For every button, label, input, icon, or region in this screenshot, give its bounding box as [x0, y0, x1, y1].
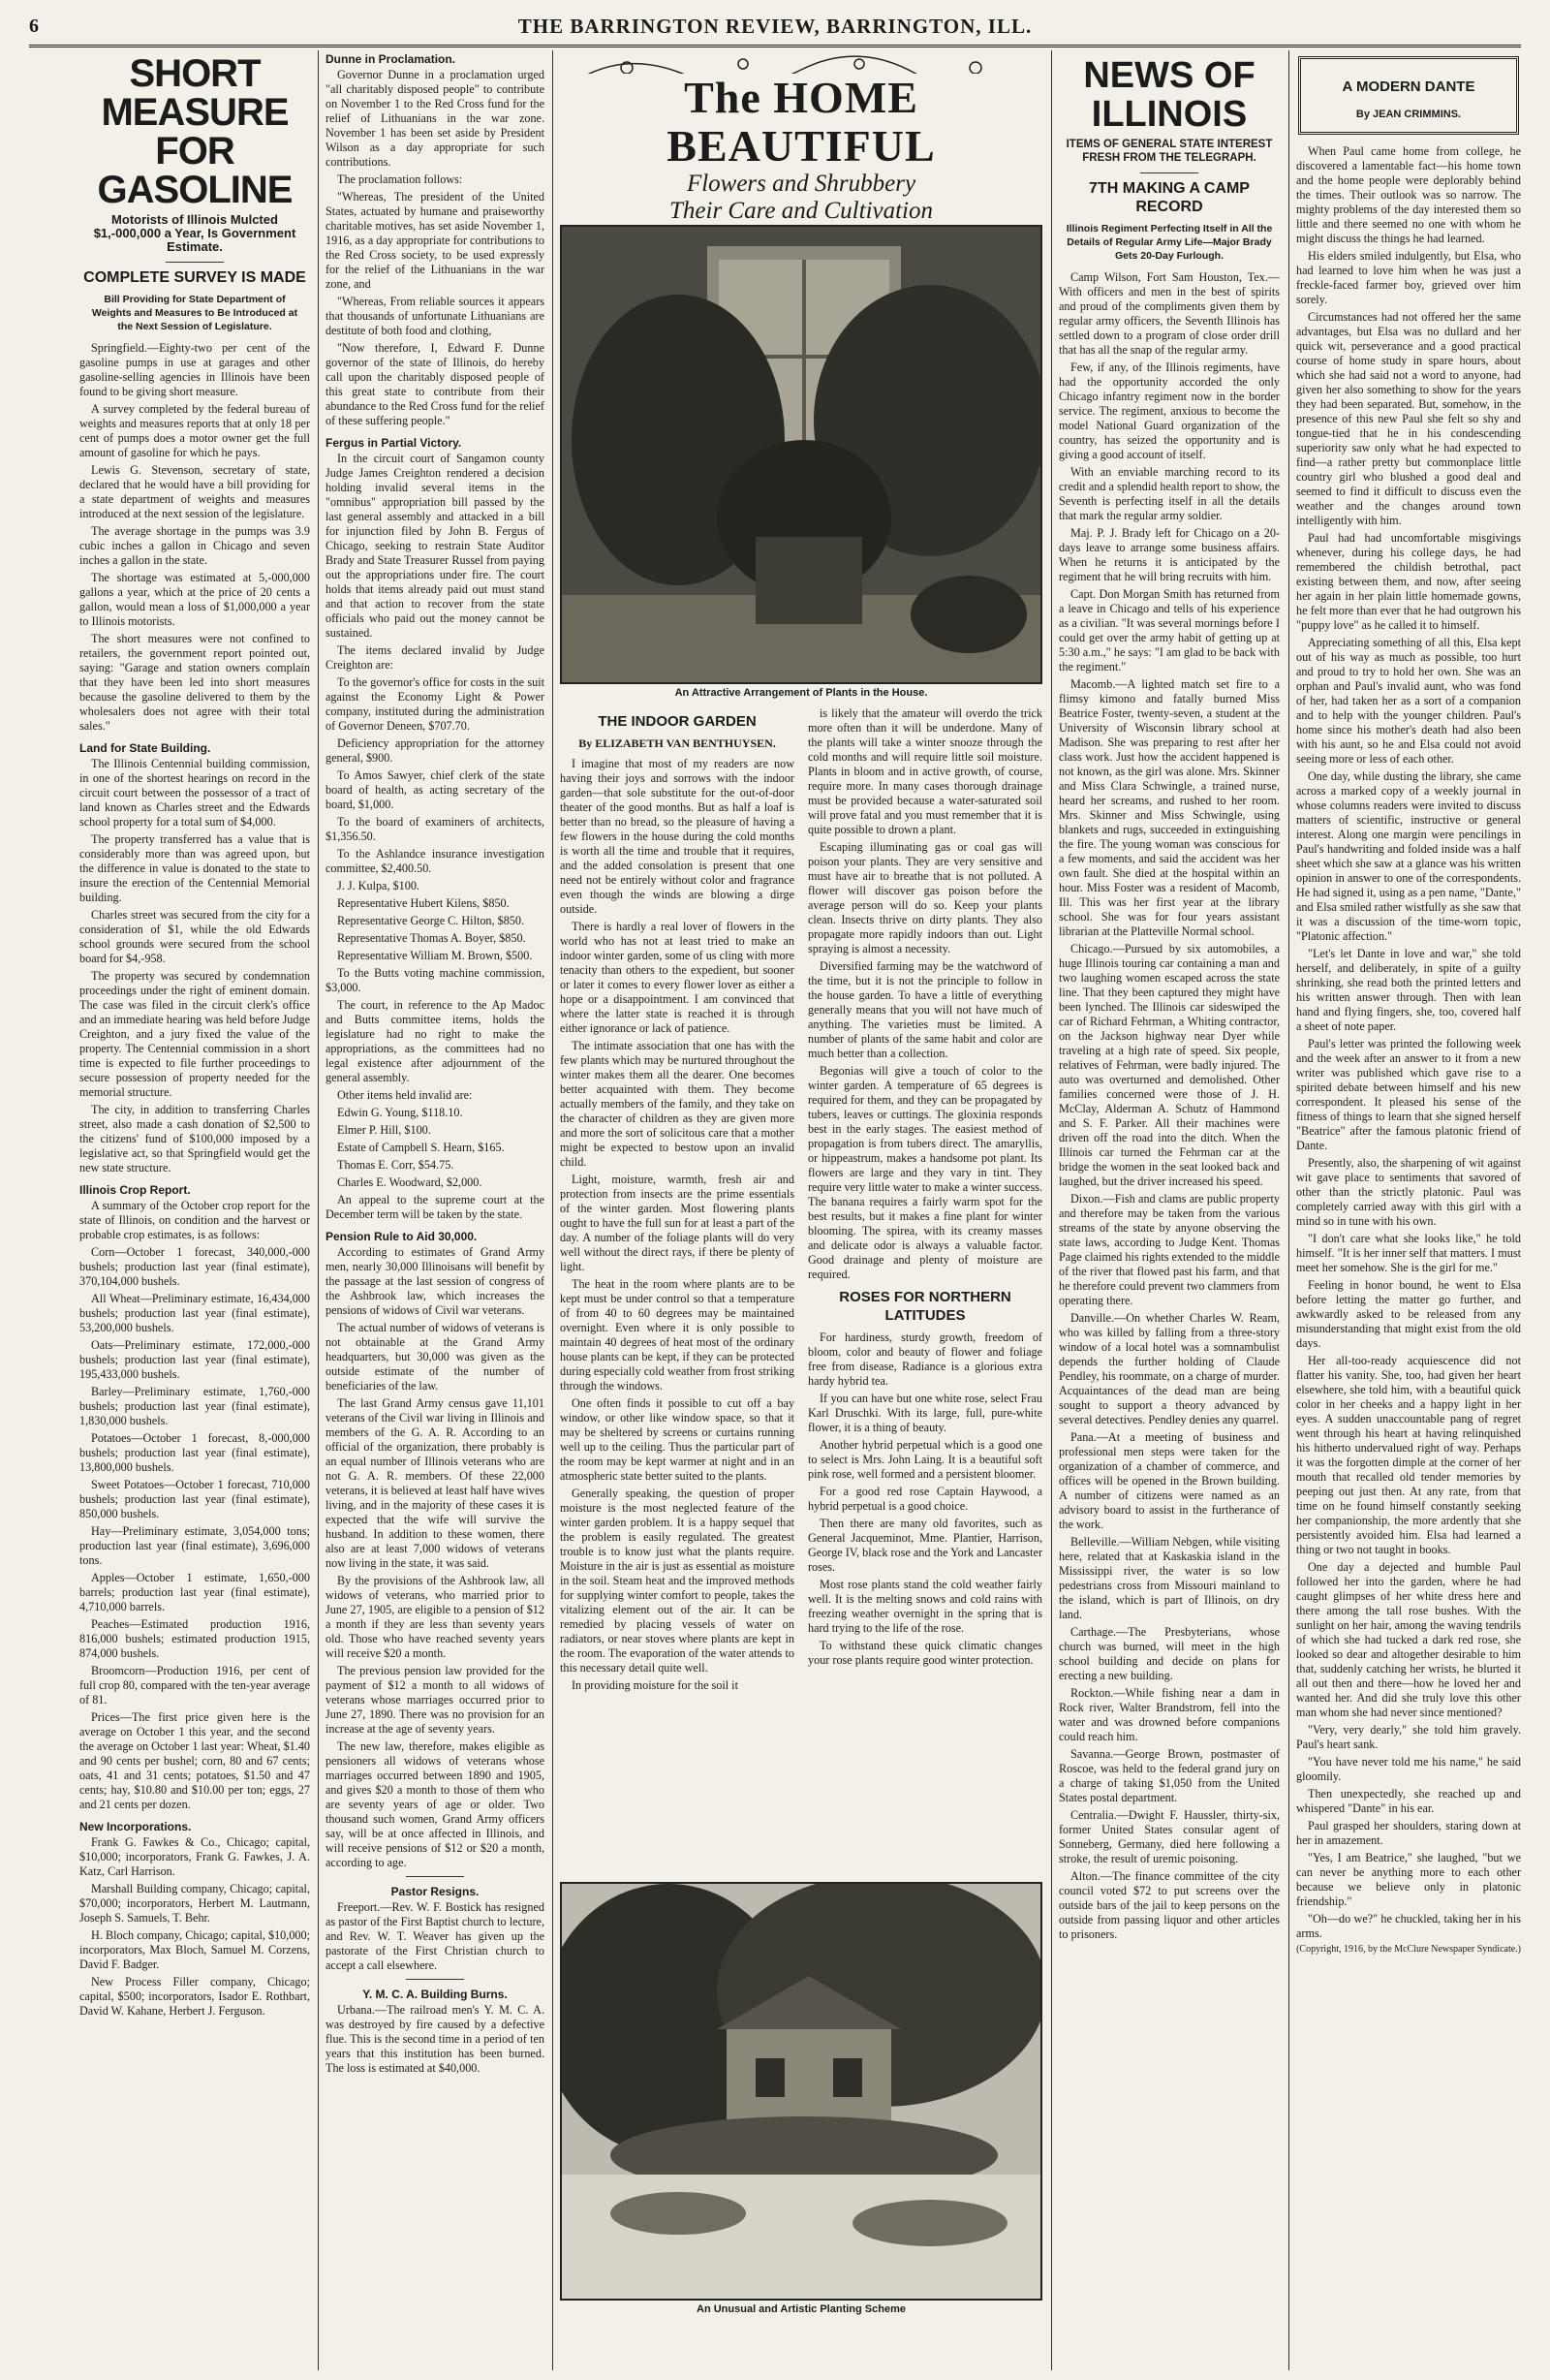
- column-gasoline: [79, 50, 310, 2370]
- paragraph: Alton.—The finance committee of the city council voted $72 to put screens over the outside bars of the jail to keep persons on the outside from passing liquor and other articles to prisoners.: [1059, 1869, 1280, 1941]
- paragraph: Representative William M. Brown, $500.: [337, 949, 533, 962]
- paragraph: Rockton.—While fishing near a dam in Rock river, Walter Brandstrom, fell into the water and was drowned before companions could reach him.: [1059, 1686, 1280, 1743]
- paragraph: Charles E. Woodward, $2,000.: [337, 1175, 482, 1189]
- paragraph: When Paul came home from college, he discovered a lamentable fact—his home town and the home people were deplorably behind the times. Their outlook was so narrow. The mighty problems of the day interested them so little and there seemed no one with whom he might discuss the things he had learned.: [1296, 144, 1521, 245]
- paragraph: Maj. P. J. Brady left for Chicago on a 20-days leave to arrange some business affairs. When he returns it is anticipated by the regiment that he will bring recruits with him.: [1059, 526, 1280, 583]
- paragraph: "Yes, I am Beatrice," she laughed, "but we can never be anything more to each other because we believe only in platonic friendship.": [1296, 1851, 1521, 1908]
- paragraph: "Let's let Dante in love and war," she told herself, and deliberately, in spite of a guilty shrinking, she read both the printed letters and his written answer through. Then with lean hand and flying fingers, she, too, covered half a sheet of note paper.: [1296, 947, 1521, 1033]
- paragraph: Presently, also, the sharpening of wit against wit gave place to sentiments that savored of other than the strictly platonic. Paul was completely carried away with this girl with a mind so in tune with his own.: [1296, 1156, 1521, 1228]
- copyright-credit: (Copyright, 1916, by the McClure Newspaper Syndicate.): [1296, 1944, 1521, 1955]
- page-number: 6: [29, 15, 39, 37]
- paragraph: The last Grand Army census gave 11,101 veterans of the Civil war living in Illinois and members of the G. A. R. According to an official of the organization, there probably is an equal number of Illinois veterans who are not G. A. R. members. Of these 22,000 veterans, it is believed at least half have wives living, and in the majority of these cases it is expected that the wife will survive the husband. In addition to these women, there also are at least 7,000 widows of veterans now living in the state, it was said.: [326, 1396, 544, 1570]
- paragraph: Belleville.—William Nebgen, while visiting here, related that at Kaskaskia island in the Mississippi river, the water is so low pedestrians cross from Missouri mainland to the island, which is part of Illinois, on dry land.: [1059, 1535, 1280, 1621]
- paragraph: One day, while dusting the library, she came across a marked copy of a weekly journal in whose columns readers were invited to discuss matters of scientific, instructive or general interest. Along one margin were pencilings in Paul's handwriting and folded inside was a half sheet which she saw at a glance was his written opinion in answer to one of the correspondents. He had signed it, using as a pen name, "Dante," and Elsa smiled rather wistfully as she saw that it was a discussion of the time-worn topic, "Platonic affection.": [1296, 769, 1521, 943]
- paragraph: Representative George C. Hilton, $850.: [337, 914, 525, 927]
- headline-short-measure: SHORT MEASURE FOR GASOLINE: [97, 52, 293, 211]
- paragraph: By the provisions of the Ashbrook law, all widows of veterans, who married prior to June 27, 1905, are eligible to a pension of $12 a month if they are less than seventy years old. Those who have reached seventy years will receive $20 a month.: [326, 1574, 544, 1660]
- paragraph: Peaches—Estimated production 1916, 816,000 bushels; estimated production 1915, 874,000 bushels.: [79, 1617, 310, 1660]
- paragraph: According to estimates of Grand Army men, nearly 30,000 Illinoisans will benefit by the passage at the last session of congress of the Ashbrook law, which increases the pensions of widows of Civil war veterans.: [326, 1245, 544, 1317]
- paragraph: Paul's letter was printed the following week and the week after an answer to it from a new writer was published which gave rise to a spirited debate between himself and his new correspondent. It pleased his sense of the fitness of things to learn that she signed herself "Beatrice" after the famous platonic friend of Dante.: [1296, 1037, 1521, 1152]
- paragraph: A survey completed by the federal bureau of weights and measures reports that at only 18 per cent of pumps does a motor owner get the full amount of gasoline for which he pays.: [79, 402, 310, 459]
- paragraph: Potatoes—October 1 forecast, 8,-000,000 bushels; production last year (final estimate), 13,800,000 bushels.: [79, 1431, 310, 1474]
- deck: Motorists of Illinois Mulcted $1,-000,000 a Year, Is Government Estimate.: [93, 212, 296, 254]
- masthead-title: THE BARRINGTON REVIEW, BARRINGTON, ILL.: [517, 14, 1033, 38]
- article-title: ROSES FOR NORTHERN LATITUDES: [839, 1289, 1011, 1324]
- paragraph: An appeal to the supreme court at the December term will be taken by the state.: [326, 1193, 544, 1221]
- paragraph: Diversified farming may be the watchword of the time, but it is not the principle to follow in the house garden. To have a little of everything generally means that you will not have much of anything. The varieties must be limited. A number of plants of the same habit and color are much better than a collection.: [808, 959, 1042, 1060]
- paragraph: Thomas E. Corr, $54.75.: [337, 1158, 454, 1172]
- paragraph: The new law, therefore, makes eligible as pensioners all widows of veterans whose marriages occurred between 1890 and 1905, and gives $20 a month to those of them who are seventy years of age or older. Two thousand such women, Grand Army officers say, will be at once affected in Illinois, and will receive pensions of $12 or $20 a month, according to age.: [326, 1739, 544, 1869]
- paragraph: To the board of examiners of architects, $1,356.50.: [326, 815, 544, 843]
- paragraph: Barley—Preliminary estimate, 1,760,-000 bushels; production last year (final estimate), 1,830,000 bushels.: [79, 1385, 310, 1427]
- paragraph: Capt. Don Morgan Smith has returned from a leave in Chicago and tells of his experience as a civilian. "It was several mornings before I could get over the army habit of getting up at 5:30 a.m.," he says: "I am glad to be back with the regiment.": [1059, 587, 1280, 673]
- paragraph: Generally speaking, the question of proper moisture is the most neglected feature of the winter garden problem. It is a happy sequel that the problem is easily regulated. The greatest trouble is to know just what the plants require. Moisture in the air is just as essential as moisture in the soil. Steam heat and the improved methods for supplying winter comfort to people, takes the vitalizing element out of the air. It can be remedied by placing vessels of water on radiators, or near stoves where plants are kept in the room. The evaporation of the water attends to this necessary detail quite well.: [560, 1487, 794, 1675]
- deck: Illinois Regiment Perfecting Itself in All the Details of Regular Army Life—Major Brady Gets 20-Day Furlough.: [1066, 223, 1273, 262]
- paragraph: One day a dejected and humble Paul followed her into the garden, where he had caught glimpses of her white dress here and there among the tall rose bushes. With the sunlight on her hair, among the waving tendrils of which she had tucked a dark red rose, she looked so dear and altogether desirable to him that, suddenly catching her wrists, he blurted it all out then and there—how he loved her and wanted her. And did she truly love this other man whom she had never since mentioned?: [1296, 1560, 1521, 1719]
- paragraph: is likely that the amateur will overdo the trick more often than it will be underdone. Many of the plants will take a winter snooze through the cold months and will require little soil moisture. Plants in bloom and in active growth, of course, require more. In many cases thorough drainage must be provided because a water-saturated soil will prove fatal and you must remember that it is quite possible to drown a plant.: [808, 706, 1042, 836]
- section-heading: Y. M. C. A. Building Burns.: [362, 1988, 508, 2001]
- paragraph: The city, in addition to transferring Charles street, also made a cash donation of $2,500 to the citizens' fund of $100,000 imposed by a legislative act, so that Springfield would get the new state structure.: [79, 1103, 310, 1174]
- paragraph: Charles street was secured from the city for a consideration of $1, while the old Edwards school grounds were secured from the school board for $4,-958.: [79, 908, 310, 965]
- paragraph: "You have never told me his name," he said gloomily.: [1296, 1755, 1521, 1783]
- section-heading: Fergus in Partial Victory.: [326, 436, 462, 450]
- paragraph: New Process Filler company, Chicago; capital, $500; incorporators, Isador E. Rothbart, David W. Kahane, Herbert J. Ferguson.: [79, 1975, 310, 2018]
- paragraph: Dixon.—Fish and clams are public property and therefore may be taken from the various streams of the state by anyone observing the state laws, according to Judge Kent. Thomas Page claimed his rights extended to the middle of the river that flowed past his farm, and that he therefore could prevent two clammers from operating there.: [1059, 1192, 1280, 1307]
- section-heading: Dunne in Proclamation.: [326, 52, 456, 66]
- paragraph: To the governor's office for costs in the suit against the Economy Light & Power company, instituted during the administration of Governor Deneen, $707.70.: [326, 675, 544, 733]
- paragraph: Representative Thomas A. Boyer, $850.: [337, 931, 526, 945]
- paragraph: The intimate association that one has with the few plants which may be nurtured throughout the winter makes them all the dearer. One becomes better acquainted with them. They become actually members of the family, and they take on the character of children as they are given more and more the sort of solicitous care that a mother might be expected to bestow upon an invalid child.: [560, 1039, 794, 1169]
- paragraph: Deficiency appropriation for the attorney general, $900.: [326, 736, 544, 765]
- paragraph: A summary of the October crop report for the state of Illinois, on condition and the harvest or probable crop estimates, is as follows:: [79, 1199, 310, 1241]
- photo-caption: An Unusual and Artistic Planting Scheme: [697, 2303, 906, 2315]
- paragraph: The average shortage in the pumps was 3.9 cubic inches a gallon in Chicago and seven inches a gallon in the state.: [79, 524, 310, 567]
- column-rule: [1288, 50, 1289, 2370]
- photo-caption: An Attractive Arrangement of Plants in the House.: [674, 687, 928, 699]
- section-heading: Pension Rule to Aid 30,000.: [326, 1230, 478, 1243]
- paragraph: All Wheat—Preliminary estimate, 16,434,000 bushels; production last year (final estimate), 53,200,000 bushels.: [79, 1292, 310, 1334]
- section-heading: Pastor Resigns.: [390, 1885, 480, 1898]
- paragraph: Edwin G. Young, $118.10.: [337, 1106, 463, 1119]
- floral-ornament-icon: [569, 50, 1034, 74]
- paragraph: Broomcorn—Production 1916, per cent of full crop 80, compared with the ten-year average of 81.: [79, 1664, 310, 1707]
- paragraph: "Now therefore, I, Edward F. Dunne governor of the state of Illinois, do hereby call upon the charitably disposed people of this great state to contribute from their abundance to the Red Cross fund for the relief of these suffering people.": [326, 341, 544, 427]
- paragraph: Other items held invalid are:: [337, 1088, 473, 1102]
- paragraph: To the Butts voting machine commission, $3,000.: [326, 966, 544, 994]
- paragraph: Camp Wilson, Fort Sam Houston, Tex.—With officers and men in the best of spirits and proud of the compliments given them by regular army officers, the Seventh Illinois has settled down to a program of close order drill that has all the snap of the regular army.: [1059, 270, 1280, 357]
- paragraph: Escaping illuminating gas or coal gas will poison your plants. They are very sensitive and must have air to breathe that is not polluted. A flower will discover gas poison before the average person will do so. Keep your plants clean. Insects thrive on dirty plants. They also propagate more rapidly indoors than out. Light spraying is almost a necessity.: [808, 840, 1042, 955]
- paragraph: The proclamation follows:: [337, 172, 463, 186]
- paragraph: There is hardly a real lover of flowers in the world who has not at least tried to make an indoor winter garden, some of us cling with more tenacity than others to the expedient, but sooner or later it comes to every flower lover as either a hope or a disappointment. I am convinced that where the latter state is reached it is through either ignorance or lack of patience.: [560, 920, 794, 1035]
- paragraph: Prices—The first price given here is the average on October 1 this year, and the second the average on October 1 last year: Wheat, $1.40 and 90 cents per bushel; corn, 80 and 67 cents; oats, 41 and 31 cents; potatoes, $1.50 and 47 cents; hay, $10.80 and $10.00 per ton; eggs, 27 and 21 cents per dozen.: [79, 1710, 310, 1811]
- paragraph: If you can have but one white rose, select Frau Karl Druschki. With its large, full, pure-white flower, it is a thing of beauty.: [808, 1392, 1042, 1434]
- paragraph: Frank G. Fawkes & Co., Chicago; capital, $10,000; incorporators, Frank G. Fawkes, J. A. Katz, Carl Harrison.: [79, 1835, 310, 1878]
- paragraph: Urbana.—The railroad men's Y. M. C. A. was destroyed by fire caused by a defective flue. This is the second time in a period of ten years that this institution has been burned. The loss is estimated at $40,000.: [326, 2003, 544, 2075]
- column-rule: [318, 50, 319, 2370]
- paragraph: To withstand these quick climatic changes your rose plants require good winter protection.: [808, 1639, 1042, 1667]
- indoor-garden-article: [560, 706, 1042, 1696]
- paragraph: With an enviable marching record to its credit and a splendid health report to show, the Seventh is perfecting itself in all the details that mark the regular army soldier.: [1059, 465, 1280, 522]
- paragraph: Light, moisture, warmth, fresh air and protection from insects are the prime essentials of the winter garden. Most flowering plants ought to have the full sun for at least a part of the day. A number of the foliage plants will do very well without the direct rays, if there be plenty of light.: [560, 1173, 794, 1273]
- paragraph: J. J. Kulpa, $100.: [337, 879, 419, 892]
- paragraph: In providing moisture for the soil it: [572, 1678, 738, 1692]
- paragraph: Representative Hubert Kilens, $850.: [337, 896, 510, 910]
- paragraph: The short measures were not confined to retailers, the government report pointed out, saying: "Garage and station owners complain that they have been led into short measures because the gasoline delivered to them by the wholesalers does not agree with their total sales.": [79, 632, 310, 733]
- paragraph: I imagine that most of my readers are now having their joys and sorrows with the indoor garden—that sole substitute for the out-of-door theater of the good months. But as half a loaf is better than no bread, so the pleasure of having a few flowers in the house during the cold months is worth all the time and trouble that it requires, and the added consolation is present that one need not be entirely without color and fragrance even though the winds are blowing a dirge outside.: [560, 757, 794, 916]
- column-rule: [1051, 50, 1052, 2370]
- home-beautiful-banner: [560, 50, 1042, 225]
- column-rule: [552, 50, 553, 2370]
- paragraph: The heat in the room where plants are to be kept must be under control so that a temperature of from 40 to 60 degrees may be maintained overnight. Even where it is only possible to maintain 40 degrees of heat most of the ordinary house plants can be kept, if they can be protected during especially cold weather from frost striking through the windows.: [560, 1277, 794, 1393]
- paragraph: Feeling in honor bound, he went to Elsa before letting the matter go further, and awkwardly asked to be released from any misunderstanding that might exist from the old days.: [1296, 1278, 1521, 1350]
- column-state-news: [326, 50, 544, 2370]
- paragraph: His elders smiled indulgently, but Elsa, who had learned to love him when he was just a freckle-faced farmer boy, grieved over him sorely.: [1296, 249, 1521, 306]
- paragraph: Hay—Preliminary estimate, 3,054,000 tons; production last year (final estimate), 3,696,000 tons.: [79, 1524, 310, 1567]
- paragraph: The items declared invalid by Judge Creighton are:: [326, 643, 544, 672]
- paragraph: Then unexpectedly, she reached up and whispered "Dante" in his ear.: [1296, 1787, 1521, 1815]
- paragraph: Then there are many old favorites, such as General Jacqueminot, Mme. Plantier, Harrison, George IV, black rose and the York and Lancaster roses.: [808, 1517, 1042, 1574]
- deck: Bill Providing for State Department of Weights and Measures to Be Introduced at the Next Session of Legislature.: [91, 294, 298, 332]
- paragraph: Oats—Preliminary estimate, 172,000,-000 bushels; production last year (final estimate), 195,433,000 bushels.: [79, 1338, 310, 1381]
- banner-subtitle: Their Care and Cultivation: [669, 198, 933, 224]
- section-heading: Land for State Building.: [79, 741, 211, 755]
- paragraph: For hardiness, sturdy growth, freedom of bloom, color and beauty of flower and foliage free from disease, Radiance is a glorious extra hardy hybrid tea.: [808, 1331, 1042, 1388]
- paragraph: Carthage.—The Presbyterians, whose church was burned, will meet in the high school building and decide on plans for erecting a new building.: [1059, 1625, 1280, 1682]
- paragraph: The actual number of widows of veterans is not obtainable at the Grand Army headquarters, but 30,000 was given as the outside estimate of the number of beneficiaries of the law.: [326, 1321, 544, 1393]
- article-title: THE INDOOR GARDEN: [598, 713, 757, 730]
- paragraph: Marshall Building company, Chicago; capital, $70,000; incorporators, Herbert M. Lautmann, Joseph S. Samuels, T. Behr.: [79, 1882, 310, 1925]
- paragraph: Macomb.—A lighted match set fire to a flimsy kimono and fatally burned Miss Beatrice Foster, twenty-seven, a student at the University of Wisconsin library school at Madison. She was preparing to rest after her class work. Just how the accident happened is not known, as the girl was alone. Mrs. Skinner and Miss Clara Schwingle, a trained nurse, heard her screams, and rushed to her room. Mrs. Skinner and Miss Schwingle, using blankets and rugs, succeeded in extinguishing the fire. The young woman was conscious for a few moments, and said the accident was her own fault. She died at the hospital within an hour. Miss Foster was a resident of Macomb, Ill. This was her first year at the library school. She was for four years assistant librarian at the Platteville Normal school.: [1059, 677, 1280, 938]
- paragraph: Springfield.—Eighty-two per cent of the gasoline pumps in use at garages and other gasoline-selling agencies in Illinois have been found to be giving short measure.: [79, 341, 310, 398]
- planting-scheme-photo: [560, 1882, 1042, 2301]
- paragraph: One often finds it possible to cut off a bay window, or other like window space, so that it may be sheltered by screens or curtains running well up to the ceiling. Thus the particular part of the room may be kept warmer at night and in an atmospheric state better suited to the plants.: [560, 1396, 794, 1483]
- indoor-plants-photo: [560, 225, 1042, 684]
- paragraph: "Whereas, The president of the United States, actuated by humane and praiseworthy charitable motives, has set aside November 1, 1916, as a day appropriate for contributions to the Red Cross society, to be used expressly for the relief of the Lithuanians in the war zone, and: [326, 190, 544, 291]
- paragraph: To Amos Sawyer, chief clerk of the state board of health, as acting secretary of the board, $1,000.: [326, 768, 544, 811]
- paragraph: For a good red rose Captain Haywood, a hybrid perpetual is a good choice.: [808, 1485, 1042, 1513]
- story-title: A MODERN DANTE: [1342, 78, 1475, 95]
- paragraph: Apples—October 1 estimate, 1,650,-000 barrels; production last year (final estimate), 4,710,000 barrels.: [79, 1571, 310, 1613]
- paragraph: The Illinois Centennial building commission, in one of the shortest hearings on record in the circuit court between the possessor of a tract of land known as Charles street and the Edwards school property for a total sum of $4,000.: [79, 757, 310, 829]
- paragraph: In the circuit court of Sangamon county Judge James Creighton rendered a decision holding invalid several items in the "omnibus" appropriation bill passed by the last general assembly and attacked in a bill for injunction filed by John B. Fergus of Chicago, seeking to restrain State Auditor Brady and State Treasurer Russel from paying out the appropriations under fire. The court holds that items already paid out must stand and that action to recover from the state officials who paid out the money cannot be sustained.: [326, 452, 544, 640]
- paragraph: Centralia.—Dwight F. Haussler, thirty-six, former United States consular agent of Sonneberg, Germany, died here following a stroke, the result of uremic poisoning.: [1059, 1808, 1280, 1865]
- paragraph: Paul grasped her shoulders, staring down at her in amazement.: [1296, 1819, 1521, 1847]
- paragraph: Most rose plants stand the cold weather fairly well. It is the melting snows and cold rains with freezing weather overnight in the spring that is hard trying to the life of the rose.: [808, 1578, 1042, 1635]
- column-home-beautiful: [560, 50, 1042, 2370]
- paragraph: Savanna.—George Brown, postmaster of Roscoe, was held to the federal grand jury on a charge of taking $1,050 from the United States postal department.: [1059, 1747, 1280, 1804]
- paragraph: Few, if any, of the Illinois regiments, have had the opportunity accorded the only Chicago infantry regiment now in the border service. The regiment, anxious to become the model National Guard organization of the country, has seized the opportunity and is giving a good account of itself.: [1059, 360, 1280, 461]
- column-modern-dante: [1296, 50, 1521, 2370]
- deck: ITEMS OF GENERAL STATE INTEREST FRESH FROM THE TELEGRAPH.: [1066, 139, 1273, 164]
- paragraph: "Very, very dearly," she told him gravely. Paul's heart sank.: [1296, 1723, 1521, 1751]
- paragraph: Appreciating something of all this, Elsa kept out of his way as much as possible, too hurt and proud to try to hold her own. She was an orphan and Paul's invalid aunt, who was fond of her, had taken her as a sort of a companion and to help with the younger children. Paul's home since his mother's death had also been with his aunt, so he and Elsa could not avoid seeing more or less of each other.: [1296, 636, 1521, 766]
- paragraph: Sweet Potatoes—October 1 forecast, 710,000 bushels; production last year (final estimate), 850,000 bushels.: [79, 1478, 310, 1520]
- paragraph: Begonias will give a touch of color to the winter garden. A temperature of 65 degrees is required for them, and they can be propagated by tubers, leaves or cuttings. The gloxinia responds best in the early stages. The easiest method of propagation is from tubers direct. The amaryllis, or hippeastrum, makes a handsome pot plant. Its flowers are large and they vary in tint. They require very little water to make a winter success. The banana requires a fairly warm spot for the best results, but it makes a fine plant for winter blooming. The spirea, with its creamy masses and delicate odor is always a valuable factor. Good drainage and plenty of moisture are required.: [808, 1064, 1042, 1281]
- story-title-box: [1298, 56, 1519, 135]
- paragraph: To the Ashlandce insurance investigation committee, $2,400.50.: [326, 847, 544, 875]
- paragraph: Corn—October 1 forecast, 340,000,-000 bushels; production last year (final estimate), 370,104,000 bushels.: [79, 1245, 310, 1288]
- paragraph: Circumstances had not offered her the same advantages, but Elsa was no dullard and her quick wit, perseverance and a good practical course of home study in spare hours, about which she had said not a word to anyone, had given her also something to show for the years they had been separated. But, somehow, in the presence of this new Paul she felt so shy and tongue-tied that he in his condescending superiority saw only what he had expected to find—a rather pretty but commonplace little country girl who blushed a good deal and seemed to find it difficult to discuss even the weather and the changes around town intelligently with him.: [1296, 310, 1521, 527]
- paragraph: Paul had had uncomfortable misgivings whenever, during his college days, he had remembered the childish betrothal, pact existing between them, and now, after seeing her again in her plain little homemade gowns, he felt more than ever that he had outgrown his "puppy love" as he called it to himself.: [1296, 531, 1521, 632]
- paragraph: Elmer P. Hill, $100.: [337, 1123, 431, 1137]
- paragraph: Governor Dunne in a proclamation urged "all charitably disposed people" to contribute on November 1 to the Red Cross fund for the relief of Lithuanians in the war zone. November 1 has been set aside by President Wilson as a day appropriate for such contributions.: [326, 68, 544, 169]
- headline-news-of-illinois: NEWS OF ILLINOIS: [1083, 55, 1256, 135]
- paragraph: The property transferred has a value that is considerably more than was agreed upon, but the difference in value is donated to the state to insure the erection of the Centennial Memorial building.: [79, 832, 310, 904]
- banner-subtitle: Flowers and Shrubbery: [686, 171, 916, 197]
- paragraph: Another hybrid perpetual which is a good one to select is Mrs. John Laing. It is a beautiful soft pink rose, well formed and a persistent bloomer.: [808, 1438, 1042, 1481]
- paragraph: Danville.—On whether Charles W. Ream, who was killed by falling from a three-story window of a local hotel was a somnambulist depends the further holding of Claude Pendley, his roommate, on a charge of murder. Acquaintances of the dead man are being sought to support a theory advanced by several detectives. Pendley denies any quarrel.: [1059, 1311, 1280, 1426]
- paragraph: "I don't care what she looks like," he told himself. "It is her inner self that matters. I must meet her somehow. She is the girl for me.": [1296, 1232, 1521, 1274]
- paragraph: The property was secured by condemnation proceedings under the right of eminent domain. The case was filed in the circuit clerk's office and an immediate hearing was held before Judge Creighton, and a jury fixed the value of the property. The Centennial commission in a short time is expected to file further proceedings to secure possession of property needed for the memorial structure.: [79, 969, 310, 1099]
- paragraph: Freeport.—Rev. W. F. Bostick has resigned as pastor of the First Baptist church to lecture, and Rev. W. T. Weaver has given up the pastorate of the First Christian church to accept a call elsewhere.: [326, 1900, 544, 1972]
- paragraph: Her all-too-ready acquiescence did not flatter his vanity. She, too, had given her heart elsewhere, she told him, with a beautiful quick color in her cheeks and a happy light in her eyes. A sudden unaccountable pang of regret went through his heart at having relinquished his hitherto undervalued right of way. Perhaps it was the forgotten dimple at the corner of her mouth that recalled old tender memories by peeping out just then. At any rate, from that time on he found himself constantly seeking her companionship, the more ardently that she persistently avoided him. Elsa had learned a thing or two not taught in books.: [1296, 1354, 1521, 1556]
- subheadline: 7TH MAKING A CAMP RECORD: [1089, 180, 1250, 215]
- paragraph: The shortage was estimated at 5,-000,000 gallons a year, which at the price of 20 cents a gallon, would mean a loss of $1,000,000 a year to Illinois motorists.: [79, 571, 310, 628]
- banner-title: The HOME BEAUTIFUL: [666, 73, 936, 171]
- column-news-of-illinois: [1059, 50, 1280, 2370]
- paragraph: Chicago.—Pursued by six automobiles, a huge Illinois touring car containing a man and two laughing women escaped across the state line. That they been captured they might have been lynched. The Illinois car sideswiped the car of Richard Fehrman, a Whiting contractor, on the Jackson highway near Dyer while traveling at a high rate of speed. Six people, relatives of Fehrman, were badly injured. The auto was overturned and demolished. Other families concerned were those of J. H. McClay, Alderman A. Schutz of Hammond and S. F. Parker. All their machines were driven off the road into the ditch. When the Illinois car turned the Fehrman car at the bridge the women in the seat looked back and laughed, but the driver increased his speed.: [1059, 942, 1280, 1188]
- paragraph: Pana.—At a meeting of business and professional men steps were taken for the organization of a chamber of commerce, and offices will be opened in the Brown building. A number of citizens were named as an advisory board to assist in the furtherance of the work.: [1059, 1430, 1280, 1531]
- paragraph: H. Bloch company, Chicago; capital, $10,000; incorporators, Max Bloch, Samuel M. Corzens, David F. Badger.: [79, 1928, 310, 1971]
- paragraph: "Oh—do we?" he chuckled, taking her in his arms.: [1296, 1912, 1521, 1940]
- paragraph: Lewis G. Stevenson, secretary of state, declared that he would have a bill providing for a state department of weights and measures introduced at the next session of the legislature.: [79, 463, 310, 520]
- article-byline: By ELIZABETH VAN BENTHUYSEN.: [578, 736, 776, 750]
- paragraph: Estate of Campbell S. Hearn, $165.: [337, 1141, 505, 1154]
- paragraph: "Whereas, From reliable sources it appears that thousands of unfortunate Lithuanians are destitute of both food and clothing,: [326, 295, 544, 337]
- section-heading: New Incorporations.: [79, 1820, 192, 1833]
- paragraph: The previous pension law provided for the payment of $12 a month to all widows of veterans whose marriages occurred prior to June 27, 1890. There was no provision for an increase at the age of seventy years.: [326, 1664, 544, 1736]
- masthead: [29, 8, 1521, 47]
- story-byline: By JEAN CRIMMINS.: [1355, 109, 1462, 120]
- section-heading: Illinois Crop Report.: [79, 1183, 191, 1197]
- paragraph: The court, in reference to the Ap Madoc and Butts committee items, holds the legislature had no right to make the appropriations, as the committees had no legal existence after adjournment of the general assembly.: [326, 998, 544, 1084]
- subheadline: COMPLETE SURVEY IS MADE: [83, 269, 306, 286]
